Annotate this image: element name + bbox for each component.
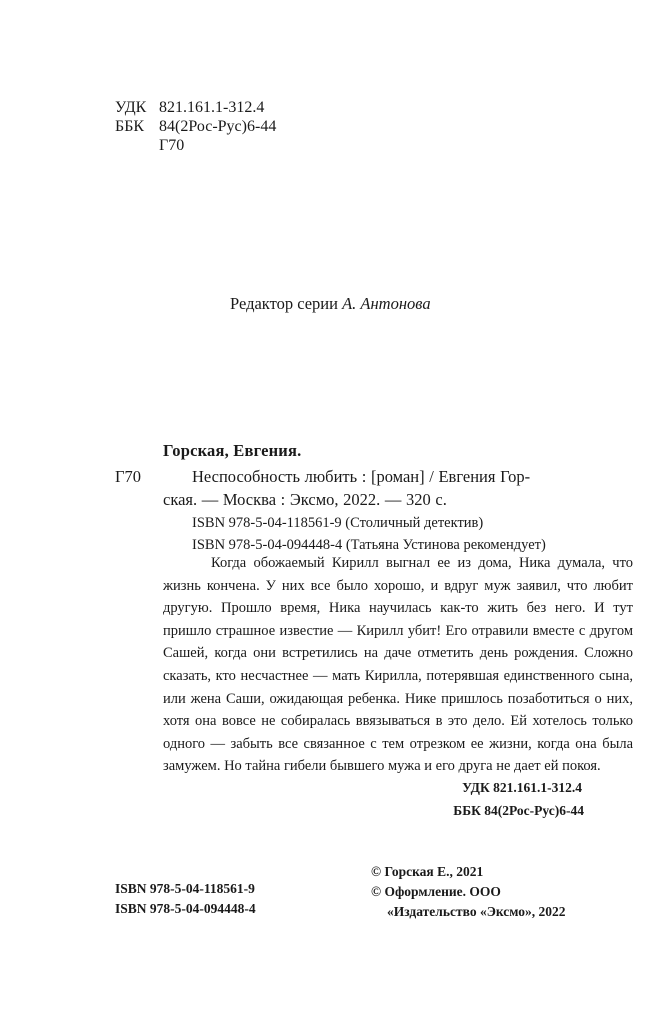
isbn-series-1: ISBN 978-5-04-118561-9 (Столичный детектив) [192,515,484,531]
classification-top [115,98,276,155]
isbn-bottom-1: ISBN 978-5-04-118561-9 [115,881,255,896]
isbn-block-bottom [115,879,256,918]
bbk-bottom: ББК 84(2Рос-Рус)6-44 [453,803,584,818]
udk-bottom: УДК 821.161.1-312.4 [462,780,582,795]
series-editor-name: А. Антонова [342,294,431,313]
udk-label: УДК [115,99,147,116]
annotation-text: Когда обожаемый Кирилл выгнал ее из дома, Ника думала, что жизнь кончена. У них все было хорошо, и вдруг муж заявил, что любит другую. Прошло время, Ника научилась как-то жить без него. И тут пришло страшное известие — Кирилл убит! Его отравили вместе с другом Сашей, когда они встретились на даче отметить день рождения. Сложно сказать, кто несчастнее — мать Кирилла, потерявшая единственного сына, или жена Саши, ожидающая ребенка. Нике пришлось позаботиться о них, хотя она вовсе не собиралась ввязываться в это дело. Ей хотелось только одного — забыть все связанное с тем отрезком ее жизни, когда она была замужем. Но тайна гибели бывшего мужа и его друга не дает ей покоя. [163,555,633,775]
bbk-row [115,117,276,136]
author-code: Г70 [115,467,142,486]
bbk-label: ББК [115,118,145,135]
author-heading: Горская, Евгения. [163,441,302,460]
copyright-author: © Горская Е., 2021 [371,864,484,879]
udk-value: 821.161.1-312.4 [159,99,265,116]
copyright-block [371,862,566,922]
title-line-1: Неспособность любить : [роман] / Евгения Гор- [192,467,531,486]
isbn-bottom-2: ISBN 978-5-04-094448-4 [115,900,256,916]
copyright-design: © Оформление. ООО [371,884,501,899]
author-code-top: Г70 [159,137,185,154]
series-editor [230,294,431,314]
isbn-series-2: ISBN 978-5-04-094448-4 (Татьяна Устинова рекомендует) [192,537,546,553]
udk-row [115,98,276,117]
bbk-value: 84(2Рос-Рус)6-44 [159,118,277,135]
copyright-publisher: «Издательство «Эксмо», 2022 [387,904,566,919]
series-editor-label: Редактор серии [230,294,338,313]
annotation [163,552,633,778]
title-line-2: ская. — Москва : Эксмо, 2022. — 320 с. [163,490,447,509]
